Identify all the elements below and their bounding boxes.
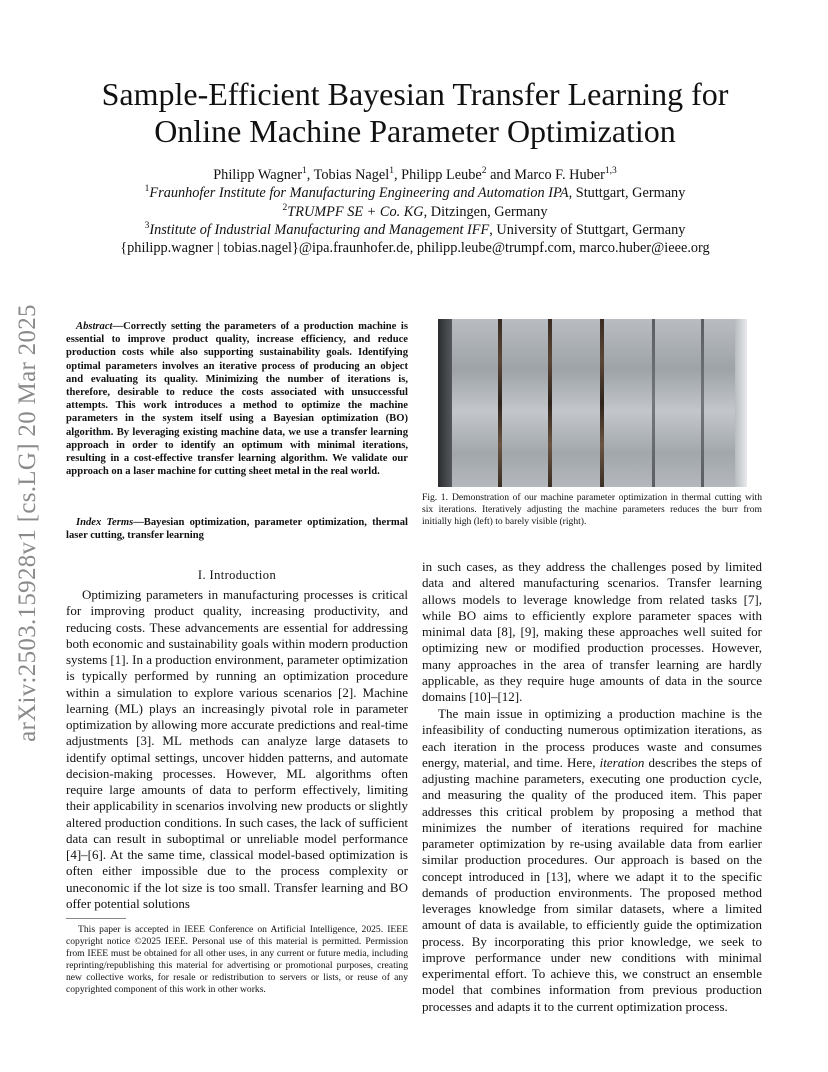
footnote-divider xyxy=(66,918,126,919)
affiliation-mark: 1 xyxy=(144,184,150,195)
paragraph-text: describes the steps of adjusting machine parameters, executing one production cycle, and measuring the quality of the produced item. This paper addresses this critical problem by proposing a method that minimizes the number of iterations required for machine parameter optimization by re-using available data from earlier similar production procedures. Our approach is based on the concept introduced in [13], where we adapt it to the specific demands of production environments. The proposed method leverages knowledge from similar datasets, where a limited amount of data is available, to efficiently guide the optimization process. By incorporating this prior knowledge, we seek to improve performance under new conditions with minimal experimental effort. To achieve this, we construct an ensemble model that combines information from previous production processes and adapts it to the current optimization process. xyxy=(422,754,762,1014)
index-terms-text: —Bayesian optimization, parameter optimization, thermal laser cutting, transfer learning xyxy=(66,517,408,542)
metal-strip xyxy=(704,319,736,487)
author-name: , Tobias Nagel xyxy=(306,167,390,183)
paper-title xyxy=(60,76,770,150)
copyright-footnote: This paper is accepted in IEEE Conference on Artificial Intelligence, 2025. IEEE copyright notice ©2025 IEEE. Personal use of this material is permitted. Permission from IEEE must be obtained for all other uses, in any current or future media, including reprinting/republishing this material for advertising or promotional purposes, creating new collective works, for resale or redistribution to servers or lists, or reuse of any copyrighted component of this work in other works. xyxy=(66,924,408,996)
author-name: Philipp Wagner xyxy=(213,167,302,183)
paragraph-text: The main issue in optimizing a production machine is the infeasibility of conducting numerous optimization iterations, as each iteration in the process produces waste and consumes energy, material, and time. Here, xyxy=(422,706,762,770)
index-terms-heading: Index Terms xyxy=(76,517,134,528)
author-affiliation-mark: 2 xyxy=(481,166,487,176)
metal-strip xyxy=(502,319,548,487)
figure-1-caption xyxy=(422,492,762,528)
affiliation-location: , Stuttgart, Germany xyxy=(568,185,686,202)
affiliation-1 xyxy=(60,184,770,202)
title-line-2: Online Machine Parameter Optimization xyxy=(154,113,676,149)
affiliation-mark: 2 xyxy=(282,202,288,213)
affiliation-name: Fraunhofer Institute for Manufacturing Engineering and Automation IPA xyxy=(149,185,569,202)
author-names xyxy=(60,166,770,184)
affiliation-mark: 3 xyxy=(144,220,150,231)
metal-strip xyxy=(655,319,701,487)
author-affiliation-mark: 1 xyxy=(301,166,307,176)
arxiv-identifier-text: arXiv:2503.15928v1 [cs.LG] 20 Mar 2025 xyxy=(14,303,41,742)
photo-dark-edge xyxy=(438,319,452,487)
arxiv-identifier-stamp xyxy=(14,285,42,760)
abstract-text: —Correctly setting the parameters of a production machine is essential to improve product quality, increase efficiency, and reduce production costs while also supporting sustainability goals. Identifying optimal parameters involves an iterative process of producing an object and evaluating its quality. Minimizing the number of iterations is, therefore, desirable to reduce the costs associated with unsuccessful attempts. This work introduces a method to optimize the machine parameters in the system itself using a Bayesian optimization (BO) algorithm. By leveraging existing machine data, we use a transfer learning approach in order to identify an optimum with minimal iterations, resulting in a cost-effective transfer learning algorithm. We validate our approach on a laser machine for cutting sheet metal in the real world. xyxy=(66,321,408,478)
figure-1-photo-cut-sheet-metal xyxy=(438,319,747,487)
author-block xyxy=(60,166,770,257)
affiliation-location: , Ditzingen, Germany xyxy=(423,203,548,220)
author-affiliation-mark: 1 xyxy=(389,166,394,176)
section-heading-introduction: I. Introduction xyxy=(197,568,277,582)
abstract xyxy=(66,320,408,478)
figure-caption-text: Demonstration of our machine parameter optimization in thermal cutting with six iterations. Iteratively adjusting the machine parameters reduces the burr from initially high (left) to barely visible (right). xyxy=(422,492,763,527)
metal-strip xyxy=(604,319,652,487)
index-terms xyxy=(66,516,408,542)
author-name: , Philipp Leube xyxy=(393,167,482,183)
author-name: and Marco F. Huber xyxy=(486,167,605,183)
affiliation-name: TRUMPF SE + Co. KG xyxy=(287,203,424,220)
abstract-heading: Abstract xyxy=(76,321,113,332)
photo-light-edge xyxy=(735,319,747,487)
metal-strip xyxy=(552,319,600,487)
introduction-paragraph-2 xyxy=(422,706,762,1015)
title-line-1: Sample-Efficient Bayesian Transfer Learning for xyxy=(101,76,729,112)
author-emails: {philipp.wagner | tobias.nagel}@ipa.fraunhofer.de, philipp.leube@trumpf.com, marco.huber@ieee.org xyxy=(120,240,710,257)
affiliation-3 xyxy=(60,221,770,239)
emphasized-term: iteration xyxy=(599,754,645,770)
introduction-paragraph-1: Optimizing parameters in manufacturing processes is critical for improving product quality, increasing productivity, and reducing costs. These advancements are essential for addressing both economic and sustainability goals within modern production systems [1]. In a production environment, parameter optimization is typically performed by running an optimization procedure within a simulation to explore various scenarios [2]. Machine learning (ML) plays an increasingly pivotal role in parameter optimization by allowing more accurate predictions and real-time adjustments [3]. ML methods can analyze large datasets to identify optimal settings, uncover hidden patterns, and automate decision-making processes. However, ML algorithms often require large amounts of data to perform effectively, limiting their applicability in scenarios involving new products or slightly altered production conditions. In such cases, the lack of sufficient data can result in suboptimal or unreliable model performance [4]–[6]. At the same time, classical model-based optimization is often either impossible due to the process complexity or uneconomic if the lot size is too small. Transfer learning and BO offer potential solutions xyxy=(66,587,408,911)
affiliation-name: Institute of Industrial Manufacturing and Management IFF xyxy=(149,221,490,238)
introduction-paragraph-1-continued: in such cases, as they address the challenges posed by limited data and altered manufacturing scenarios. Transfer learning allows models to leverage knowledge from related tasks [7], while BO aims to efficiently explore parameter spaces with minimal data [8], [9], making these approaches well suited for optimizing new or modified production processes. However, many approaches in the area of transfer learning are hardly applicable, as they require huge amounts of data in the source domains [10]–[12]. xyxy=(422,559,762,704)
affiliation-2 xyxy=(60,203,770,221)
metal-strip xyxy=(452,319,498,487)
author-affiliation-mark: 1,3 xyxy=(604,166,617,176)
figure-label: Fig. 1. xyxy=(422,492,448,503)
affiliation-location: , University of Stuttgart, Germany xyxy=(489,221,686,238)
